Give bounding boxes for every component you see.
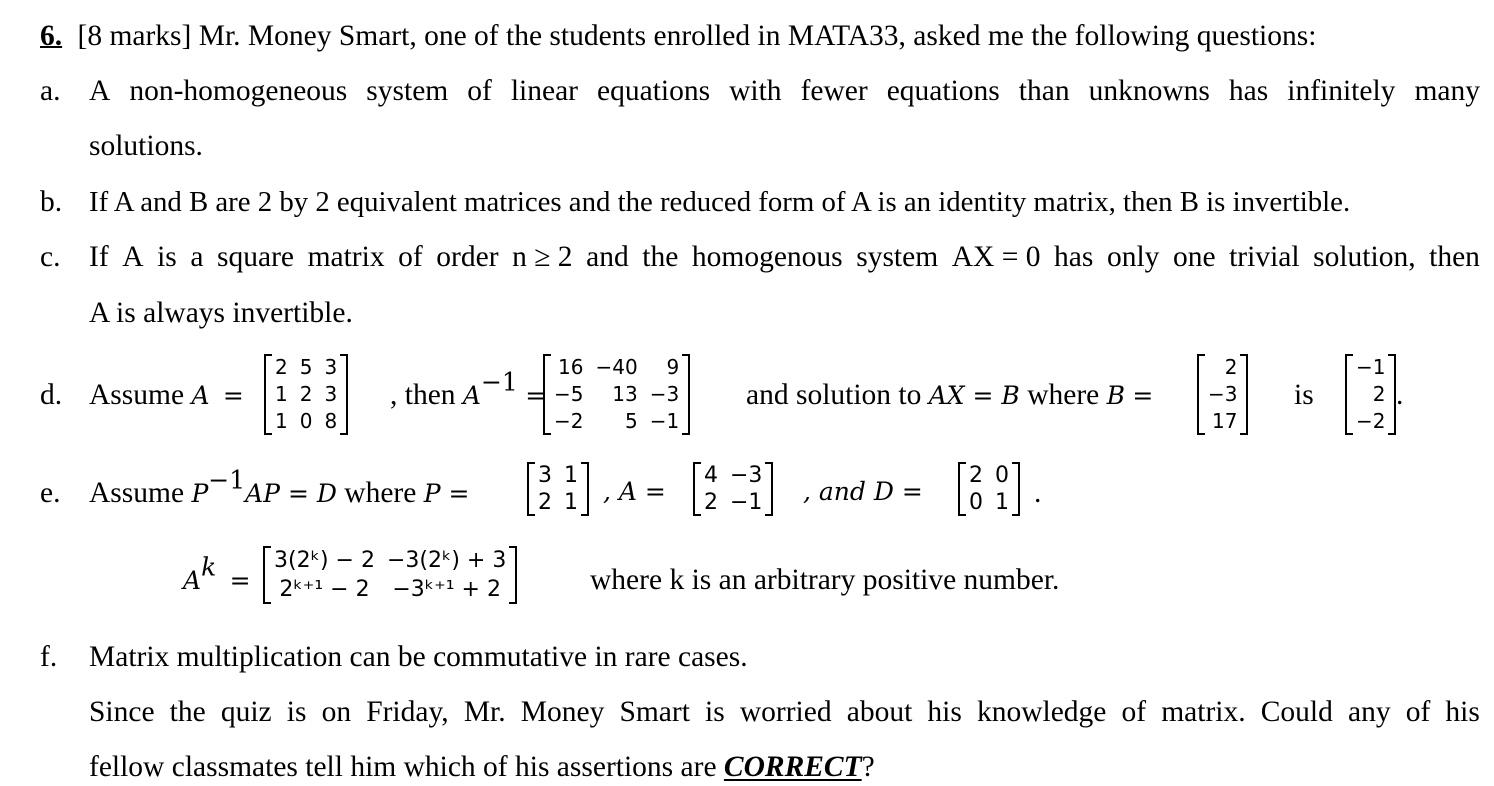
bracket-corner: [765, 514, 771, 516]
word: trivial: [1229, 241, 1300, 273]
word: Could: [1260, 696, 1333, 728]
matrix-cell: −3: [649, 382, 680, 406]
bracket-corner: [1388, 433, 1394, 435]
matrix-d: [958, 462, 1020, 516]
word: AX = 0: [951, 241, 1041, 273]
correct-emphasis: CORRECT: [723, 751, 862, 783]
symbol-b: B: [1106, 381, 1126, 410]
item-c-continuation: A is always invertible.: [89, 297, 353, 329]
equation-ax-b: AX = B: [928, 381, 1020, 410]
bracket-corner: [509, 546, 515, 548]
matrix-cell: −5: [554, 382, 584, 406]
bracket-corner: [1388, 354, 1394, 356]
matrix-cell: 2ᵏ⁺¹ − 2: [279, 577, 370, 602]
bracket-corner: [340, 433, 346, 435]
bracket-corner: [1240, 354, 1246, 356]
assume-word: Assume: [89, 477, 185, 509]
word: of: [398, 241, 423, 273]
matrix-a-k: [263, 546, 517, 604]
a-equals: , A =: [603, 477, 666, 506]
word: the: [169, 696, 206, 728]
where-word: where: [344, 477, 417, 509]
symbol-p: P: [191, 479, 209, 508]
item-e-label: e.: [40, 477, 61, 509]
word: Smart: [619, 696, 690, 728]
period: .: [1034, 477, 1042, 509]
question-number: 6.: [40, 20, 63, 52]
word: fewer: [800, 75, 868, 107]
word: about: [846, 696, 913, 728]
word: on: [321, 696, 352, 728]
matrix-cell: 0: [995, 463, 1009, 488]
inverse-superscript: −1: [208, 465, 246, 495]
matrix-cell: −1: [1356, 355, 1386, 379]
matrix-cell: 3: [538, 463, 552, 488]
where-word: where: [1027, 379, 1100, 411]
period: .: [1396, 379, 1404, 411]
word: his: [1445, 696, 1480, 728]
matrix-cell: −3(2ᵏ) + 3: [386, 548, 507, 573]
word: one: [1172, 241, 1216, 273]
word: has: [1228, 75, 1269, 107]
equation-ap-d: AP = D: [245, 479, 337, 508]
word: system: [366, 75, 449, 107]
matrix-cell: 2: [299, 382, 313, 406]
word: of: [1405, 696, 1431, 728]
matrix-cell: 3(2ᵏ) − 2: [274, 548, 375, 573]
matrix-cell: 3: [324, 355, 338, 379]
word: worried: [739, 696, 832, 728]
word: linear: [510, 75, 578, 107]
question-header: [40, 18, 1316, 54]
word: A: [122, 241, 144, 273]
word: then: [1429, 241, 1480, 273]
question-mark: ?: [861, 751, 875, 783]
word: knowledge: [976, 696, 1107, 728]
word: has: [1054, 241, 1094, 273]
equals-sign: =: [1132, 381, 1154, 410]
inverse-superscript: −1: [480, 367, 518, 397]
matrix-cell: 3: [324, 382, 338, 406]
word: a: [190, 241, 204, 273]
word: n ≥ 2: [512, 241, 573, 273]
matrix-cell: 5: [299, 355, 313, 379]
matrix-cell: 4: [704, 463, 718, 488]
where-k-text: where k is an arbitrary positive number.: [590, 564, 1060, 596]
matrix-cell: 1: [564, 490, 578, 515]
matrix-cell: 1: [275, 409, 288, 433]
matrix-cell: 9: [666, 355, 680, 379]
item-a-text: [89, 73, 1480, 109]
word: only: [1106, 241, 1160, 273]
k-superscript: k: [201, 552, 217, 582]
word: Friday,: [366, 696, 449, 728]
word: matrix.: [1161, 696, 1246, 728]
item-e-assume: [89, 465, 470, 512]
bracket-corner: [765, 462, 771, 464]
word: of: [467, 75, 492, 107]
word: of: [1121, 696, 1147, 728]
vector-x: [1345, 354, 1396, 435]
then-word: , then: [390, 379, 456, 411]
matrix-cell: 2: [538, 490, 552, 515]
word: non-homogeneous: [129, 75, 348, 107]
bracket-corner: [581, 514, 587, 516]
vector-b: [1197, 354, 1248, 435]
matrix-cell: −3: [1208, 382, 1238, 406]
matrix-cell: −40: [595, 355, 638, 379]
word: unknowns: [1088, 75, 1210, 107]
item-d-assume: [89, 377, 244, 414]
item-f-text: Matrix multiplication can be commutative in rare cases.: [89, 641, 748, 673]
word: Mr.: [463, 696, 506, 728]
item-b-label: b.: [40, 186, 63, 218]
matrix-cell: 5: [624, 409, 638, 433]
bracket-corner: [581, 462, 587, 464]
word: square: [217, 241, 294, 273]
item-a-continuation: solutions.: [89, 130, 203, 162]
item-b-text: If A and B are 2 by 2 equivalent matrices and the reduced form of A is an identity matrix, then B is invertible.: [89, 186, 1351, 218]
item-d-label: d.: [40, 379, 63, 411]
matrix-cell: 0: [969, 490, 983, 515]
bracket-corner: [682, 433, 688, 435]
word: homogenous: [691, 241, 843, 273]
word: Since: [89, 696, 155, 728]
item-a-label: a.: [40, 75, 61, 107]
matrix-cell: 2: [704, 490, 718, 515]
word: system: [856, 241, 939, 273]
word: order: [436, 241, 499, 273]
matrix-cell: 2: [275, 355, 288, 379]
matrix-p: [527, 462, 589, 516]
assume-word: Assume: [89, 379, 185, 411]
word: the: [642, 241, 679, 273]
bracket-corner: [1240, 433, 1246, 435]
matrix-a-inverse: [543, 354, 690, 435]
word: Money: [520, 696, 605, 728]
matrix-cell: 17: [1212, 409, 1238, 433]
item-c-text: [89, 239, 1480, 275]
p-equals: P =: [423, 479, 470, 508]
item-f-label: f.: [40, 641, 58, 673]
bracket-corner: [682, 354, 688, 356]
matrix-a: [264, 354, 348, 435]
word: is: [157, 241, 177, 273]
symbol-a: A: [191, 381, 210, 410]
word: quiz: [220, 696, 272, 728]
matrix-cell: 1: [995, 490, 1009, 515]
is-word: is: [1294, 379, 1314, 411]
equals-sign: =: [229, 566, 251, 595]
word: any: [1348, 696, 1391, 728]
matrix-cell: −1: [730, 490, 763, 515]
word: is: [286, 696, 307, 728]
a-to-k-label: [183, 552, 251, 599]
bracket-corner: [340, 354, 346, 356]
closing-line-2-text: fellow classmates tell him which of his assertions are: [89, 751, 717, 783]
item-c-label: c.: [40, 241, 61, 273]
matrix-cell: −1: [649, 409, 680, 433]
matrix-cell: −3: [730, 463, 763, 488]
matrix-cell: −3ᵏ⁺¹ + 2: [392, 577, 501, 602]
symbol-a-k: A: [183, 566, 202, 595]
matrix-cell: 13: [612, 382, 638, 406]
item-d-then: [390, 367, 547, 414]
item-d-solution: [746, 377, 1153, 414]
matrix-cell: 1: [564, 463, 578, 488]
word: matrix: [307, 241, 385, 273]
word: his: [927, 696, 962, 728]
matrix-a-e: [693, 462, 773, 516]
word: solution,: [1313, 241, 1416, 273]
bracket-corner: [509, 602, 515, 604]
bracket-corner: [1012, 514, 1018, 516]
symbol-a-inverse: A: [462, 381, 481, 410]
closing-text: [89, 694, 1480, 730]
matrix-cell: −2: [554, 409, 584, 433]
word: many: [1414, 75, 1480, 107]
word: is: [705, 696, 725, 728]
equals-sign: =: [525, 381, 547, 410]
matrix-cell: 1: [275, 382, 288, 406]
word: with: [729, 75, 782, 107]
matrix-cell: −2: [1356, 409, 1386, 433]
equals-sign: =: [222, 381, 244, 410]
and-solution-text: and solution to: [746, 379, 922, 411]
word: If: [89, 241, 109, 273]
question-intro: [8 marks] Mr. Money Smart, one of the students enrolled in MATA33, asked me the following questions:: [77, 20, 1317, 52]
matrix-cell: 2: [969, 463, 983, 488]
word: and: [586, 241, 629, 273]
matrix-cell: 0: [299, 409, 313, 433]
matrix-cell: 8: [324, 409, 338, 433]
matrix-cell: 16: [558, 355, 584, 379]
word: equations: [597, 75, 711, 107]
closing-line-2: [89, 749, 875, 785]
word: than: [1018, 75, 1070, 107]
matrix-cell: 2: [1224, 355, 1238, 379]
word: equations: [886, 75, 1000, 107]
matrix-cell: 2: [1372, 382, 1386, 406]
word: A: [89, 75, 111, 107]
and-d-equals: , and D =: [803, 477, 923, 506]
bracket-corner: [1012, 462, 1018, 464]
word: infinitely: [1287, 75, 1396, 107]
